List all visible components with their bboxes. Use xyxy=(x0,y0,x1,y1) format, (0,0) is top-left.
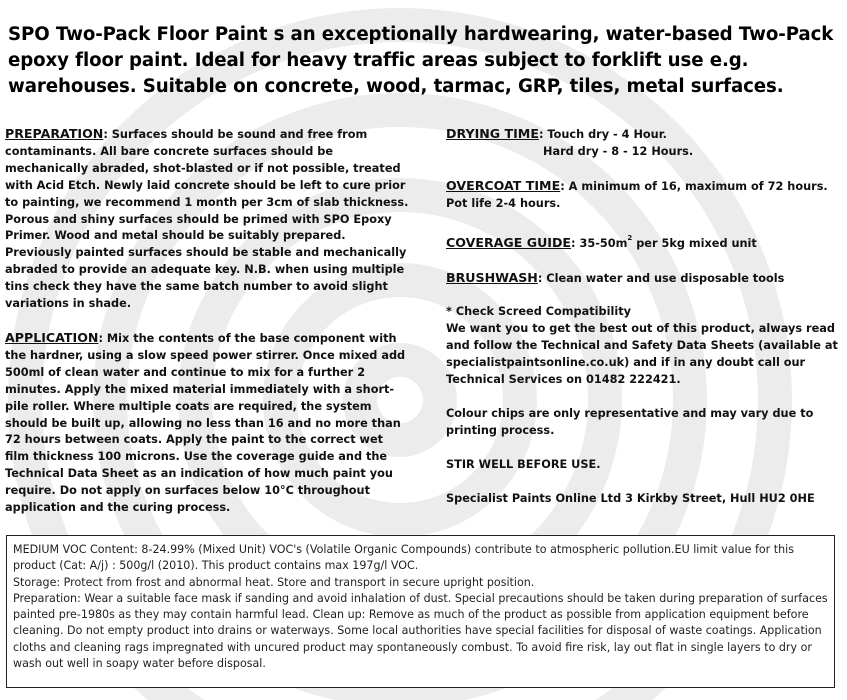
preparation-heading: PREPARATION xyxy=(5,126,104,141)
drying-time-hard: Hard dry - 8 - 12 Hours. xyxy=(543,144,694,158)
drying-time-section xyxy=(446,126,846,161)
overcoat-time-section xyxy=(446,178,846,213)
preparation-text: : Surfaces should be sound and free from contaminants. All bare concrete surfaces should be mechanically abraded, shot-blasted or if not possible, treated with Acid Etch. Newly laid concrete should be left to cure prior to painting, we recommend 1 month per 3cm of slab thickness. Porous and shiny surfaces should be primed with SPO Epoxy Primer. Wood and metal should be suitably prepared. Previously painted surfaces should be stable and mechanically abraded to provide an adequate key. N.B. when using multiple tins check they have the same batch number to avoid slight variations in shade. xyxy=(5,128,409,311)
left-column xyxy=(5,126,410,534)
coverage-guide-superscript: 2 xyxy=(627,233,633,242)
precautions-text: Preparation: Wear a suitable face mask if sanding and avoid inhalation of dust. Special precautions should be taken during preparation of surfaces painted pre-1980s as they may contain harmful lead. Clean up: Remove as much of the product as possible from application equipment before cleaning. Do not empty product into drains or waterways. Some local authorities have special facilities for disposal of waste coatings. Application cloths and cleaning rags impregnated with uncured product may spontaneously combust. To avoid fire risk, lay out flat in single layers to dry or wash out well in soapy water before disposal. xyxy=(13,591,828,671)
application-section xyxy=(5,330,410,517)
overcoat-time-text: : A minimum of 16, maximum of 72 hours. Pot life 2-4 hours. xyxy=(446,179,828,210)
brushwash-text: : Clean water and use disposable tools xyxy=(537,271,785,285)
application-heading: APPLICATION xyxy=(5,329,99,345)
preparation-section xyxy=(5,126,410,313)
support-section xyxy=(446,304,846,389)
coverage-guide-heading: COVERAGE GUIDE xyxy=(446,234,572,250)
brushwash-section xyxy=(446,270,846,288)
product-headline: SPO Two-Pack Floor Paint s an exceptionally hardwearing, water-based Two-Pack epoxy floor paint. Ideal for heavy traffic areas subject to forklift use e.g. warehouses. Suitable on concrete, wood, tarmac, GRP, tiles, metal surfaces. xyxy=(8,24,834,97)
coverage-guide-text-b: per 5kg mixed unit xyxy=(632,236,757,250)
application-text: : Mix the contents of the base component with the hardner, using a slow speed power stirrer. Once mixed add 500ml of clean water and continue to mix for a further 2 minutes. Apply the mixed material immediately with a short-pile roller. Where multiple coats are required, the system should be built up, allowing no less than 16 and no more than 72 hours between coats. Apply the paint to the correct wet film thickness 100 microns. Use the coverage guide and the Technical Data Sheet as an indication of how much paint you require. Do not apply on surfaces below 10°C throughout application and the curing process. xyxy=(5,331,406,515)
storage-text: Storage: Protect from frost and abnormal heat. Store and transport in secure upright position. xyxy=(13,575,535,589)
company-address: Specialist Paints Online Ltd 3 Kirkby Street, Hull HU2 0HE xyxy=(446,491,815,505)
support-text: We want you to get the best out of this product, always read and follow the Technical and Safety Data Sheets (available at specialistpaintsonline.co.uk) and if in any doubt call our Technical Services on 01482 222421. xyxy=(446,322,838,387)
colour-chips-note: Colour chips are only representative and may vary due to printing process. xyxy=(446,406,814,437)
coverage-guide-text-a: : 35-50m xyxy=(571,236,628,250)
voc-content-text: MEDIUM VOC Content: 8-24.99% (Mixed Unit) VOC's (Volatile Organic Compounds) contribute to atmospheric pollution.EU limit value for this product (Cat: A/j) : 500g/l (2010). This product contains max 197g/l VOC. xyxy=(13,543,794,573)
drying-time-touch: : Touch dry - 4 Hour. xyxy=(538,128,667,141)
drying-time-heading: DRYING TIME xyxy=(446,126,539,141)
screed-compatibility-note: * Check Screed Compatibility xyxy=(446,305,631,319)
stir-well-note: STIR WELL BEFORE USE. xyxy=(446,457,601,471)
overcoat-time-heading: OVERCOAT TIME xyxy=(446,177,561,193)
right-column xyxy=(446,126,846,525)
brushwash-heading: BRUSHWASH xyxy=(446,269,538,285)
safety-info-box xyxy=(6,535,835,688)
coverage-guide-section xyxy=(446,230,846,253)
